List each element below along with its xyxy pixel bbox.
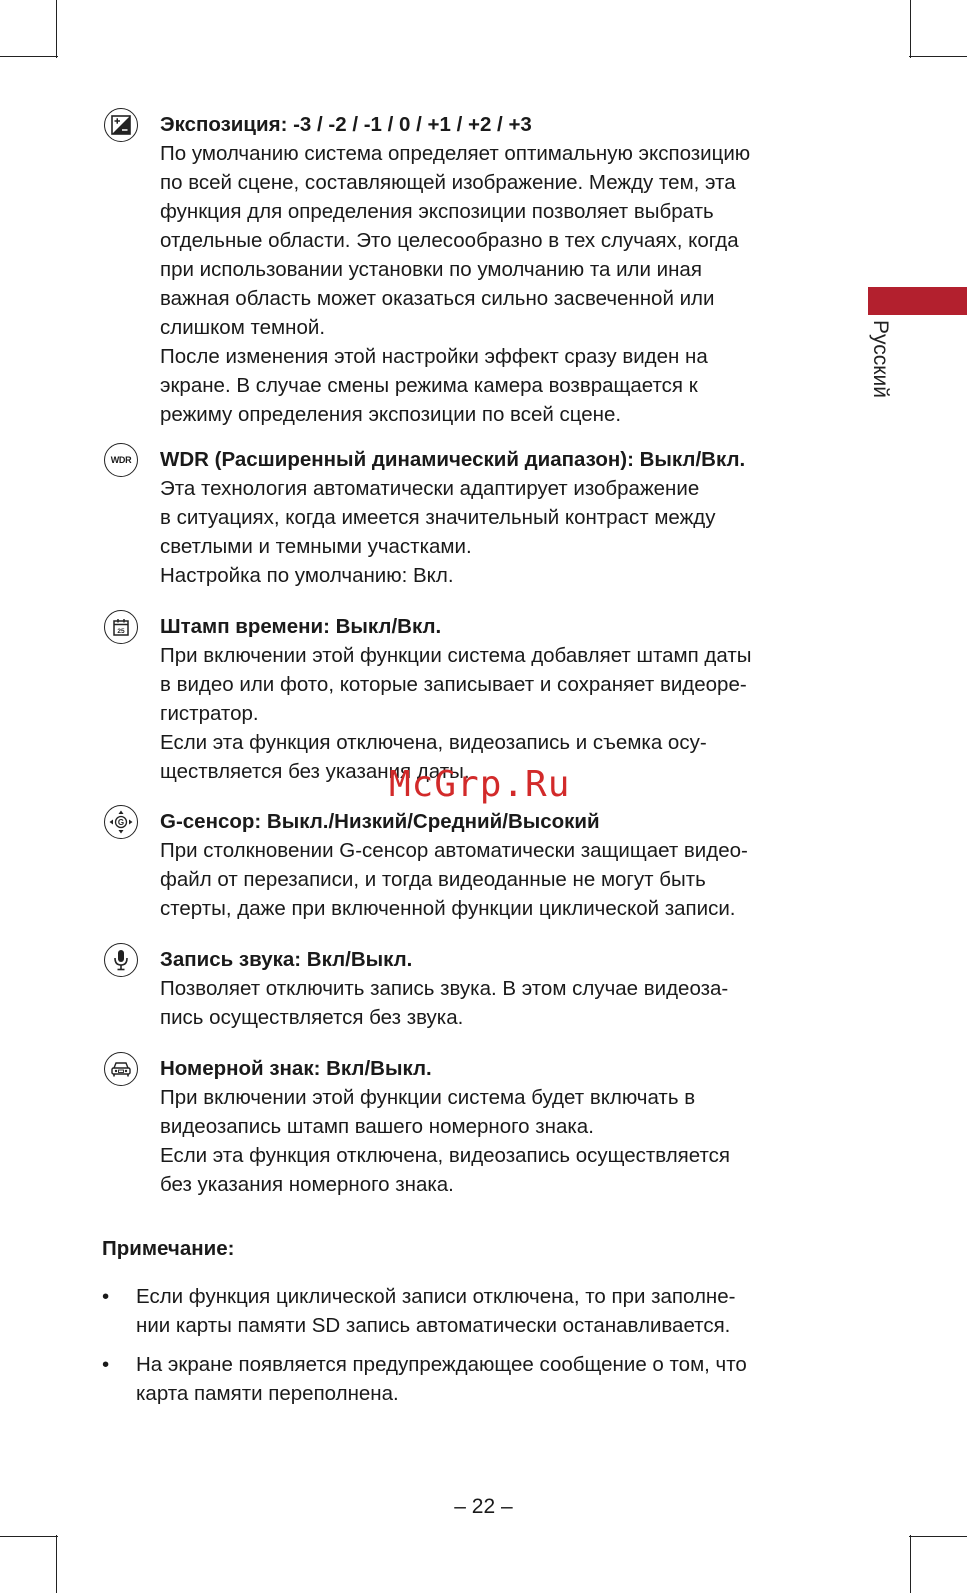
g-sensor-icon [104, 805, 138, 839]
svg-text:G: G [117, 818, 125, 827]
language-label: Русский [869, 320, 892, 398]
car-plate-icon [104, 1052, 138, 1086]
exposure-icon [104, 108, 138, 142]
setting-license-plate [104, 1052, 864, 1199]
wdr-icon: WDR [104, 443, 138, 477]
watermark: McGrp.Ru [389, 764, 571, 805]
crop-mark [0, 56, 58, 57]
calendar-icon [104, 610, 138, 644]
setting-title: Штамп времени: Выкл/Вкл. [160, 615, 442, 638]
page-number: – 22 – [454, 1495, 513, 1518]
crop-mark [0, 1536, 58, 1537]
crop-mark [910, 0, 911, 58]
crop-mark [56, 0, 57, 58]
setting-title: Запись звука: Вкл/Выкл. [160, 948, 413, 971]
setting-audio-recording [104, 943, 864, 1032]
setting-exposure [104, 108, 864, 429]
setting-title: Экспозиция: -3 / -2 / -1 / 0 / +1 / +2 / +3 [160, 113, 532, 136]
crop-mark [909, 56, 967, 57]
note-item: • Если функция циклической записи отключена, то при заполне- нии карты памяти SD запись автоматически останавливается. [102, 1282, 862, 1340]
microphone-icon [104, 943, 138, 977]
note-list [102, 1282, 862, 1418]
crop-mark [910, 1535, 911, 1593]
setting-g-sensor [104, 805, 864, 923]
setting-description: Позволяет отключить запись звука. В этом случае видеоза- пись осуществляется без звука. [160, 977, 729, 1029]
bullet: • [102, 1353, 110, 1376]
svg-text:25: 25 [117, 628, 125, 635]
note-title: Примечание: [102, 1237, 235, 1260]
setting-time-stamp [104, 610, 864, 786]
setting-title: WDR (Расширенный динамический диапазон): Выкл/Вкл. [160, 448, 746, 471]
setting-description: При столкновении G-сенсор автоматически защищает видео- файл от перезаписи, и тогда видеоданные не могут быть стерты, даже при включенной функции циклической записи. [160, 839, 748, 920]
setting-title: Номерной знак: Вкл/Выкл. [160, 1057, 432, 1080]
setting-title: G-сенсор: Выкл./Низкий/Средний/Высокий [160, 810, 600, 833]
setting-description: При включении этой функции система добавляет штамп даты в видео или фото, которые записывает и сохраняет видеоре- гистратор. Если эта функция отключена, видеозапись и съемка осу- ществляется без указания даты. [160, 644, 752, 783]
setting-description: По умолчанию система определяет оптимальную экспозицию по всей сцене, составляющей изображение. Между тем, эта функция для определения экспозиции позволяет выбрать отдельные области. Это целесообразно в тех случаях, когда при использовании установки по умолчанию та или иная важная область может оказаться сильно засвеченной или слишком темной. После изменения этой настройки эффект сразу виден на экране. В случае смены режима камера возвращается к режиму определения экспозиции по всей сцене. [160, 142, 751, 426]
setting-description: Эта технология автоматически адаптирует изображение в ситуациях, когда имеется значительный контраст между светлыми и темными участками. Настройка по умолчанию: Вкл. [160, 477, 716, 587]
setting-wdr [104, 443, 864, 590]
crop-mark [909, 1536, 967, 1537]
crop-mark [56, 1535, 57, 1593]
bullet: • [102, 1285, 110, 1308]
language-tab [868, 287, 967, 315]
setting-description: При включении этой функции система будет включать в видеозапись штамп вашего номерного знака. Если эта функция отключена, видеозапись осуществляется без указания номерного знака. [160, 1086, 730, 1196]
note-item: • На экране появляется предупреждающее сообщение о том, что карта памяти переполнена. [102, 1350, 862, 1408]
